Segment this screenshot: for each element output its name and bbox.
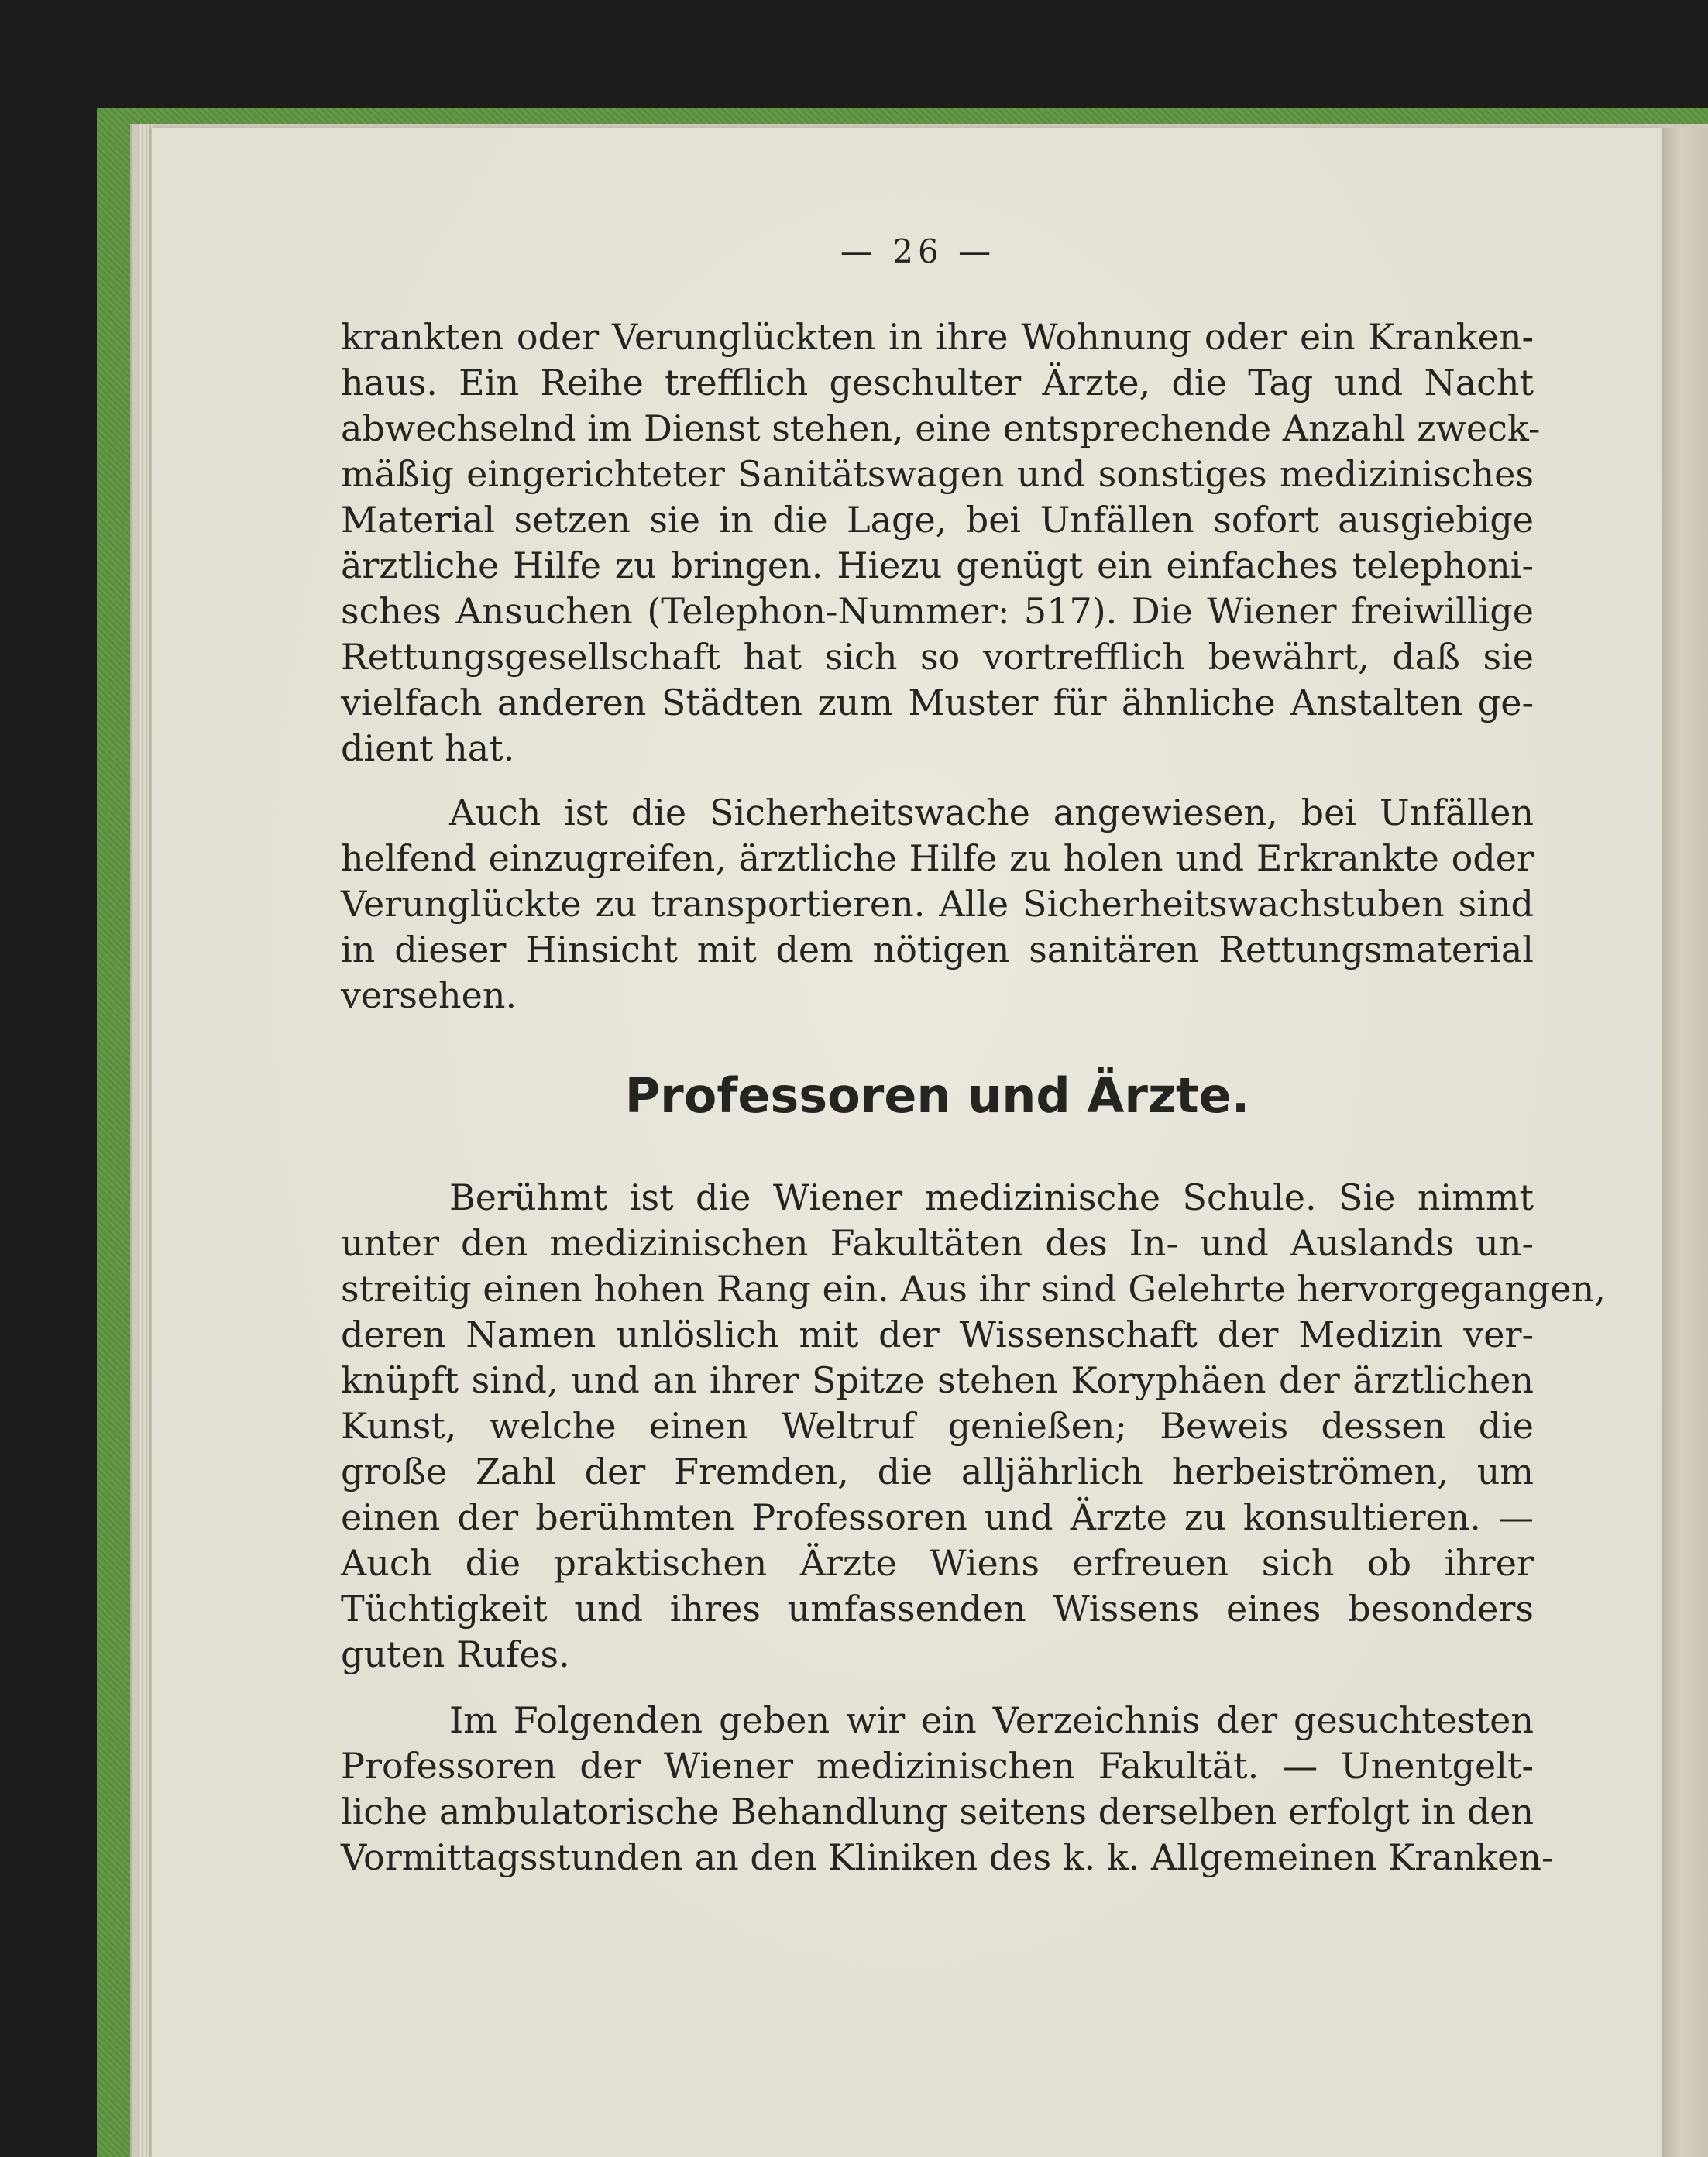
paragraph-3 (341, 1175, 1606, 1678)
text-line: Kunst, welche einen Weltruf genießen; Beweis dessen die (341, 1405, 1534, 1447)
text-line: dient hat. (341, 727, 515, 769)
text-line: Rettungsgesellschaft hat sich so vortrefflich bewährt, daß sie (341, 636, 1534, 678)
text-line: knüpft sind, und an ihrer Spitze stehen Koryphäen der ärztlichen (341, 1359, 1534, 1401)
text-line: Tüchtigkeit und ihres umfassenden Wissens eines besonders (341, 1588, 1534, 1630)
text-line: Berühmt ist die Wiener medizinische Schule. Sie nimmt (449, 1176, 1534, 1218)
text-line: unter den medizinischen Fakultäten des In- und Auslands un- (341, 1222, 1534, 1264)
page-number: — 26 — (840, 232, 996, 270)
text-line: sches Ansuchen (Telephon-Nummer: 517). Die Wiener freiwillige (341, 590, 1534, 632)
text-line: Auch ist die Sicherheitswache angewiesen, bei Unfällen (449, 792, 1534, 833)
text-line: große Zahl der Fremden, die alljährlich herbeiströmen, um (341, 1451, 1534, 1492)
text-line: in dieser Hinsicht mit dem nötigen sanitären Rettungsmaterial (341, 929, 1534, 970)
text-line: guten Rufes. (341, 1633, 570, 1675)
text-line: Material setzen sie in die Lage, bei Unfällen sofort ausgiebige (341, 499, 1534, 541)
text-line: deren Namen unlöslich mit der Wissenschaft der Medizin ver- (341, 1314, 1534, 1355)
text-line: helfend einzugreifen, ärztliche Hilfe zu holen und Erkrankte oder (341, 837, 1534, 879)
text-line: Verunglückte zu transportieren. Alle Sicherheitswachstuben sind (341, 883, 1534, 925)
text-line: mäßig eingerichteter Sanitätswagen und sonstiges medizinisches (341, 453, 1534, 495)
text-line: streitig einen hohen Rang ein. Aus ihr sind Gelehrte hervorgegangen, (341, 1268, 1606, 1310)
section-heading: Professoren und Ärzte. (624, 1067, 1250, 1124)
paragraph-2 (341, 790, 1534, 1018)
text-line: versehen. (341, 974, 517, 1016)
text-line: Vormittagsstunden an den Kliniken des k. k. Allgemeinen Kranken- (341, 1836, 1554, 1878)
text-line: Professoren der Wiener medizinischen Fakultät. — Unentgelt- (341, 1745, 1534, 1787)
text-line: einen der berühmten Professoren und Ärzte zu konsultieren. — (341, 1496, 1534, 1538)
facing-page-edge (1662, 128, 1708, 2157)
paragraph-1 (341, 314, 1541, 771)
text-line: ärztliche Hilfe zu bringen. Hiezu genügt ein einfaches telephoni- (341, 544, 1534, 586)
text-line: Auch die praktischen Ärzte Wiens erfreuen sich ob ihrer (341, 1542, 1534, 1584)
paragraph-4 (341, 1698, 1554, 1881)
text-line: krankten oder Verunglückten in ihre Wohnung oder ein Kranken- (341, 316, 1534, 358)
text-line: haus. Ein Reihe trefflich geschulter Ärzte, die Tag und Nacht (341, 362, 1534, 404)
text-line: abwechselnd im Dienst stehen, eine entsprechende Anzahl zweck- (341, 407, 1541, 449)
text-line: Im Folgenden geben wir ein Verzeichnis der gesuchtesten (449, 1699, 1534, 1741)
text-line: liche ambulatorische Behandlung seitens derselben erfolgt in den (341, 1791, 1534, 1832)
text-line: vielfach anderen Städten zum Muster für ähnliche Anstalten ge- (341, 682, 1534, 723)
